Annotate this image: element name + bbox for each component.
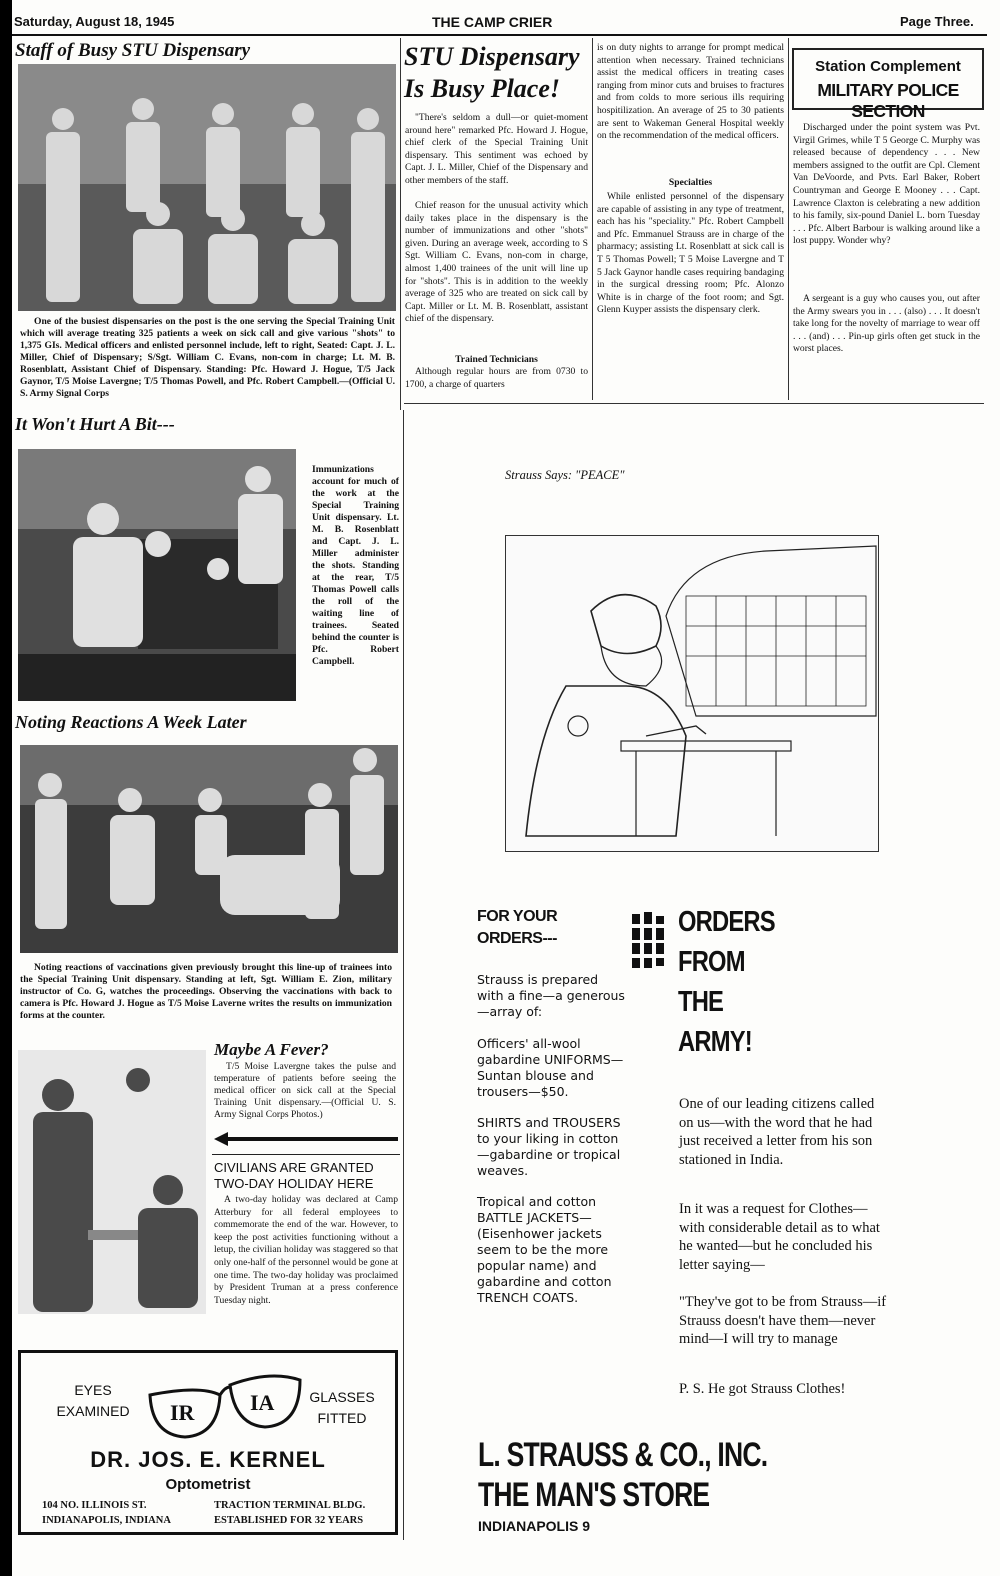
mp-kicker: Station Complement bbox=[815, 58, 961, 75]
arrow-left-icon bbox=[214, 1131, 398, 1147]
section-rule bbox=[212, 1154, 400, 1155]
svg-text:IR: IR bbox=[170, 1400, 195, 1425]
fever-photo bbox=[18, 1050, 206, 1314]
masthead-title: THE CAMP CRIER bbox=[432, 14, 553, 30]
dispensary-headline-line1: STU Dispensary bbox=[404, 42, 580, 71]
section-rule bbox=[404, 403, 984, 404]
optometrist-building: TRACTION TERMINAL BLDG. bbox=[214, 1500, 366, 1511]
staff-photo-headline: Staff of Busy STU Dispensary bbox=[15, 40, 251, 61]
dispensary-subhead: Trained Technicians bbox=[455, 354, 538, 365]
dispensary-paragraph: is on duty nights to arrange for prompt medical attention when necessary. Trained technicians assist the medical officers in treating cases ranging from minor cuts and bruises to fractures and from colds to more serious ills requiring hospitilization. An average of 25 to 30 patients are sent to Wakeman General Hospital weekly on the recommendation of the medical officers. bbox=[597, 42, 784, 142]
staff-photo-caption: One of the busiest dispensaries on the post is the one serving the Special Training Unit which will average treating 325 patients a week on sick call and give various "shots" to 1,375 GIs. Medical officers and enlisted personnel include, left to right, Seated: Capt. J. L. Miller, Chief of Dispensary; S/Sgt. William C. Evans, non-com in charge; Lt. M. B. Rosenblatt, Assistant Chief of Dispensary. Standing: Pfc. Howard J. Hogue, T/5 Jack Gaynor, T/5 Moise Lavergne; T/5 Thomas Powell, and Pfc. Robert Campbell.—(Official U. S. Army Signal Corps bbox=[20, 316, 395, 399]
immunization-scene-illustration bbox=[18, 449, 296, 701]
strauss-story-ps: P. S. He got Strauss Clothes! bbox=[679, 1381, 846, 1397]
strauss-story-p3: "They've got to be from Strauss—if Strauss doesn't have them—never mind—I will try to manage bbox=[679, 1294, 887, 1347]
optometrist-title: Optometrist bbox=[165, 1476, 251, 1493]
dispensary-headline-line2: Is Busy Place! bbox=[404, 74, 560, 103]
dispensary-subhead: Specialties bbox=[668, 177, 713, 188]
column-rule bbox=[400, 38, 401, 410]
strauss-company-name: L. STRAUSS & CO., INC. bbox=[478, 1436, 768, 1474]
civilians-body: A two-day holiday was declared at Camp Atterbury for all federal employees to commemorate the end of the war. However, to keep the post activities functioning without a letup, the civilian holiday was staggered so that only one-half of the personnel would be gone at one time. The two-day holiday was proclaimed by President Truman at a press conference Tuesday night. bbox=[214, 1194, 398, 1306]
staff-group-photo bbox=[18, 64, 396, 311]
fever-headline: Maybe A Fever? bbox=[214, 1040, 329, 1059]
masthead-date: Saturday, August 18, 1945 bbox=[14, 14, 175, 29]
page-edge-shadow bbox=[0, 0, 12, 1576]
mp-paragraph: A sergeant is a guy who causes you, out after the Army swears you in . . . (also) . . . It doesn't take long for the novelty of marriage to wear off . . . (and) . . . Pin-up girls often get stuck in the worst places. bbox=[793, 293, 980, 355]
svg-text:IA: IA bbox=[250, 1390, 275, 1415]
eyeglasses-icon bbox=[140, 1365, 310, 1445]
fever-scene-illustration bbox=[18, 1050, 206, 1314]
strauss-jackets: Tropical and cotton BATTLE JACKETS—(Eisenhower jackets seem to be the more popular name) and gabardine and cotton TRENCH COATS. bbox=[477, 1194, 612, 1305]
reactions-scene-illustration bbox=[20, 745, 398, 953]
mp-headline: MILITARY POLICE SECTION bbox=[817, 80, 959, 121]
eyes-examined-label: EYES EXAMINED bbox=[56, 1382, 130, 1419]
strauss-intro: Strauss is prepared with a fine—a generous—array of: bbox=[477, 972, 625, 1019]
masthead-page: Page Three. bbox=[900, 14, 974, 29]
optometrist-name: DR. JOS. E. KERNEL bbox=[90, 1447, 326, 1472]
cartoon-caption: Strauss Says: "PEACE" bbox=[505, 468, 625, 482]
dispensary-paragraph: Chief reason for the unusual activity which daily takes place in the dispensary is the number of immunizations and other "shots" given. During an average week, according to S Sgt. William C. Evans, non-com in charge, almost 1,400 trainees of the unit will line up for "shots". This is in addition to the weekly average of 325 who are treated on sick call by Capt. Miller or Lt. M. B. Rosenblatt, assistant chief of the dispensary. bbox=[405, 200, 588, 325]
immunization-headline: It Won't Hurt A Bit--- bbox=[15, 414, 175, 434]
strauss-cartoon bbox=[505, 535, 879, 852]
strauss-shirts: SHIRTS and TROUSERS to your liking in cotton—gabardine or tropical weaves. bbox=[477, 1115, 621, 1178]
staff-figures-illustration bbox=[18, 64, 396, 311]
optometrist-city: INDIANAPOLIS, INDIANA bbox=[42, 1515, 171, 1526]
torn-paper-accent bbox=[628, 910, 672, 972]
civilians-headline: CIVILIANS ARE GRANTED TWO-DAY HOLIDAY HERE bbox=[214, 1160, 374, 1191]
reactions-caption: Noting reactions of vaccinations given previously brought this line-up of trainees into the Special Training Unit dispensary. Standing at left, Sgt. William E. Zion, military instructor of Co. G, watches the proceedings. Observing the vaccinations with back to camera is Pfc. Howard J. Hogue as T/5 Moise Laverne writes the results on immunization forms at the counter. bbox=[20, 962, 392, 1021]
strauss-big-headline: ORDERS FROM THE ARMY! bbox=[678, 906, 775, 1058]
mp-paragraph: Discharged under the point system was Pvt. Virgil Grimes, while T 5 George C. Murphy was released because of dependency . . . New members assigned to the outfit are Cpl. Clement Van DeVoorde, and Pvts. Earl Baker, Robert Countryman and George E Mooney . . . Capt. Lawrence Claxton is celebrating a new addition to his family, six-pound Daniel L. born Tuesday . . . Pfc. Albert Barbour is walking around like a lost puppy. Wonder why? bbox=[793, 122, 980, 247]
optometrist-address: 104 NO. ILLINOIS ST. bbox=[42, 1500, 147, 1511]
strauss-uniforms: Officers' all-wool gabardine UNIFORMS—Suntan blouse and trousers—$50. bbox=[477, 1036, 624, 1099]
soldier-writing-cartoon bbox=[506, 536, 878, 851]
fever-caption: T/5 Moise Lavergne takes the pulse and temperature of patients before seeing the medical officer on sick call at the Special Training Unit dispensary.—(Official U. S. Army Signal Corps Photos.) bbox=[214, 1061, 396, 1120]
dispensary-paragraph: While enlisted personnel of the dispensary are capable of assisting in any type of treatment, each has his "speciality." Pfc. Robert Campbell and Pfc. Emmanuel Strauss are in charge of the pharmacy; assisting Lt. Rosenblatt at sick call is T 5 Thomas Powell; T 5 Moise Lavergne and T 5 Jack Gaynor handle cases requiring bandaging in the surgical dressing room; Pfc. Alonzo White is in charge of the foot room; and Sgt. Glenn Kuyper assists the dispensary clerk. bbox=[597, 191, 784, 316]
optometrist-established: ESTABLISHED FOR 32 YEARS bbox=[214, 1515, 364, 1526]
masthead-rule bbox=[12, 34, 987, 36]
strauss-city: INDIANAPOLIS 9 bbox=[478, 1518, 591, 1534]
strauss-story-p1: One of our leading citizens called on us—with the word that he had just received a letter from his son stationed in India. bbox=[679, 1096, 875, 1168]
glasses-fitted-label: GLASSES FITTED bbox=[309, 1389, 375, 1426]
column-rule bbox=[788, 38, 789, 400]
column-rule bbox=[592, 38, 593, 400]
reactions-photo bbox=[20, 745, 398, 953]
dispensary-paragraph: Although regular hours are from 0730 to 1700, a charge of quarters bbox=[405, 366, 588, 390]
column-rule bbox=[403, 410, 404, 1540]
strauss-story-p2: In it was a request for Clothes—with considerable detail as to what he wanted—but he concluded his letter saying— bbox=[679, 1201, 880, 1273]
strauss-tagline: THE MAN'S STORE bbox=[478, 1476, 710, 1514]
immunization-caption: Immunizations account for much of the work at the Special Training Unit dispensary. Lt. M. B. Rosenblatt and Capt. J. L. Miller administer the shots. Standing at the rear, T/5 Thomas Powell calls the roll of the waiting line of trainees. Seated behind the counter is Pfc. Robert Campbell. bbox=[312, 464, 399, 667]
immunization-photo bbox=[18, 449, 296, 701]
strauss-left-headline: FOR YOUR ORDERS--- bbox=[477, 908, 558, 947]
dispensary-paragraph: "There's seldom a dull—or quiet-moment around here" remarked Pfc. Howard J. Hogue, chief clerk of the Special Training Unit dispensary. This sentiment was echoed by Capt. J. L. Miller, Chief of the Dispensary and other members of the staff. bbox=[405, 112, 588, 186]
reactions-headline: Noting Reactions A Week Later bbox=[15, 712, 247, 732]
